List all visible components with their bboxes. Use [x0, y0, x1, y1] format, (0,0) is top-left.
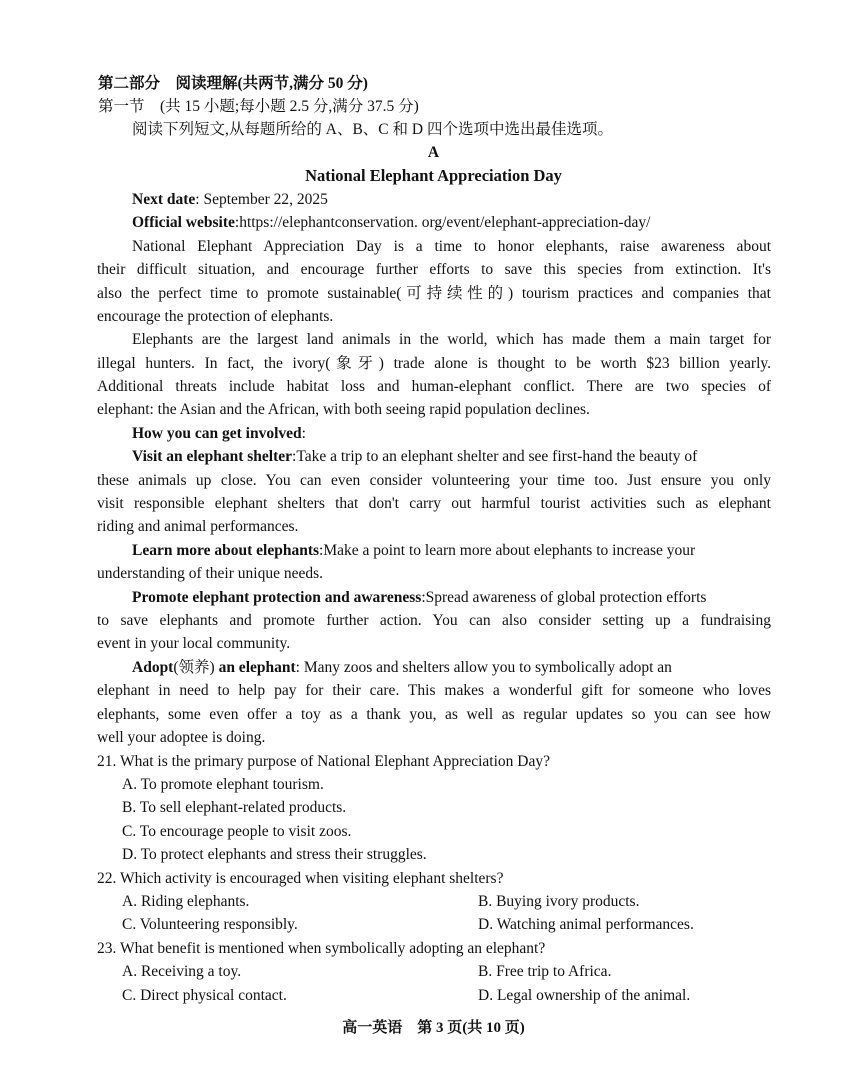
adopt-label-cn: (领养) [173, 659, 215, 676]
adopt-first-line [132, 658, 672, 678]
p1-line: National Elephant Appreciation Day is a time to honor elephants, raise awareness about [132, 238, 771, 255]
p2-line: Additional threats include habitat loss and human-elephant conflict. There are two species of [97, 378, 771, 395]
p1-line: their difficult situation, and encourage further efforts to save this species from extinction. It's [97, 261, 771, 278]
p1-line: also the perfect time to promote sustainable(可持续性的) tourism practices and companies that [97, 285, 771, 302]
website-label: Official website [132, 214, 235, 231]
adopt-label-b: an elephant [214, 659, 296, 676]
promote-first-line [132, 588, 706, 608]
involved-colon: : [301, 425, 306, 442]
option: C. Volunteering responsibly. [122, 916, 298, 933]
visit-line: visit responsible elephant shelters that don't carry out harmful tourist activities such as elephant [97, 495, 771, 512]
p2-line: elephant: the Asian and the African, with both seeing rapid population declines. [97, 401, 590, 418]
option: D. Watching animal performances. [478, 916, 694, 933]
learn-first-line [132, 541, 695, 561]
adopt-line: elephant in need to help pay for their care. This makes a wonderful gift for someone who loves [97, 682, 771, 699]
visit-text: :Take a trip to an elephant shelter and see first-hand the beauty of [292, 448, 698, 465]
p1-line: encourage the protection of elephants. [97, 308, 334, 325]
next-date-value: : September 22, 2025 [195, 191, 328, 208]
promote-line: to save elephants and promote further action. You can also consider setting up a fundraising [97, 612, 771, 629]
visit-line: riding and animal performances. [97, 518, 299, 535]
adopt-text: : Many zoos and shelters allow you to symbolically adopt an [295, 659, 672, 676]
learn-line: understanding of their unique needs. [97, 565, 323, 582]
option: D. Legal ownership of the animal. [478, 987, 691, 1004]
question-stem: 23. What benefit is mentioned when symbolically adopting an elephant? [97, 940, 546, 957]
adopt-label-a: Adopt [132, 659, 174, 676]
option: A. Receiving a toy. [122, 963, 242, 980]
p2-line: illegal hunters. In fact, the ivory(象牙) trade alone is thought to be worth $23 billion yearly. [97, 355, 771, 372]
adopt-line: well your adoptee is doing. [97, 729, 266, 746]
visit-label: Visit an elephant shelter [132, 448, 293, 465]
instruction: 阅读下列短文,从每题所给的 A、B、C 和 D 四个选项中选出最佳选项。 [132, 121, 613, 138]
passage-title: National Elephant Appreciation Day [305, 166, 562, 185]
promote-line: event in your local community. [97, 635, 291, 652]
p2-line: Elephants are the largest land animals in the world, which has made them a main target for [132, 331, 771, 348]
website-value: :https://elephantconservation. org/event/elephant-appreciation-day/ [234, 214, 651, 231]
option: C. Direct physical contact. [122, 987, 287, 1004]
option: D. To protect elephants and stress their struggles. [122, 846, 427, 863]
option: B. Free trip to Africa. [478, 963, 612, 980]
section-heading: 第一节 (共 15 小题;每小题 2.5 分,满分 37.5 分) [98, 98, 419, 115]
option: B. To sell elephant-related products. [122, 799, 347, 816]
promote-label: Promote elephant protection and awareness [132, 589, 422, 606]
visit-first-line [132, 447, 697, 467]
page-footer: 高一英语 第 3 页(共 10 页) [342, 1020, 525, 1036]
learn-label: Learn more about elephants [132, 542, 320, 559]
involved-label: How you can get involved [132, 425, 302, 442]
next-date-label: Next date [132, 191, 196, 208]
option: A. Riding elephants. [122, 893, 250, 910]
part-heading: 第二部分 阅读理解(共两节,满分 50 分) [98, 75, 368, 92]
visit-line: these animals up close. You can even consider volunteering your time too. Just ensure you only [97, 472, 771, 489]
option: C. To encourage people to visit zoos. [122, 823, 352, 840]
question-stem: 22. Which activity is encouraged when visiting elephant shelters? [97, 870, 504, 887]
question-stem: 21. What is the primary purpose of National Elephant Appreciation Day? [97, 753, 550, 770]
involved-heading [132, 424, 306, 444]
next-date [132, 190, 328, 210]
option: A. To promote elephant tourism. [122, 776, 324, 793]
official-website [132, 213, 650, 233]
learn-text: :Make a point to learn more about elephants to increase your [319, 542, 696, 559]
promote-text: :Spread awareness of global protection efforts [421, 589, 707, 606]
option: B. Buying ivory products. [478, 893, 640, 910]
adopt-line: elephants, some even offer a toy as a thank you, as well as regular updates so you can see how [97, 706, 771, 723]
passage-letter: A [427, 144, 440, 161]
